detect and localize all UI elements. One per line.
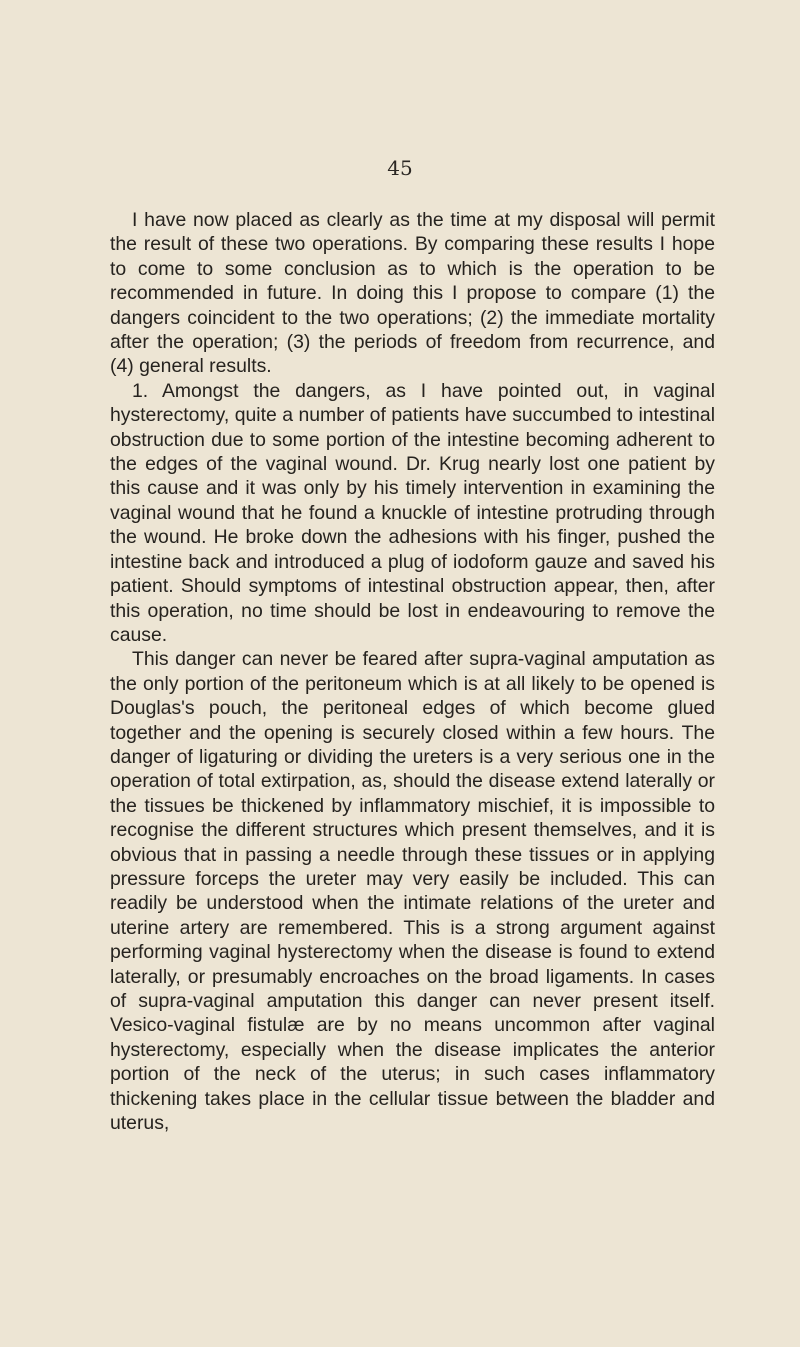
- paragraph-dangers: 1. Amongst the dangers, as I have pointed out, in vaginal hysterectomy, quite a number of patients have succumbed to intestinal obstruction due to some portion of the intestine becoming adherent to the edges of the vaginal wound. Dr. Krug nearly lost one patient by this cause and it was only by his timely intervention in examining the vaginal wound that he found a knuckle of intestine protruding through the wound. He broke down the adhesions with his finger, pushed the intestine back and introduced a plug of iodoform gauze and saved his patient. Should symptoms of intestinal obstruction appear, then, after this operation, no time should be lost in endeavouring to remove the cause.: [110, 379, 715, 646]
- paragraph-intro: I have now placed as clearly as the time at my disposal will permit the result of these two operations. By comparing these results I hope to come to some conclusion as to which is the operation to be recommended in future. In doing this I propose to compare (1) the dangers coincident to the two operations; (2) the immediate mortality after the operation; (3) the periods of freedom from recurrence, and (4) general results.: [110, 209, 715, 378]
- body-text: [110, 208, 715, 1135]
- paragraph-supra-vaginal: This danger can never be feared after supra-vaginal amputation as the only portion of the peritoneum which is at all likely to be opened is Douglas's pouch, the peritoneal edges of which become glued together and the opening is securely closed within a few hours. The danger of ligaturing or dividing the ureters is a very serious one in the operation of total extirpation, as, should the disease extend laterally or the tissues be thickened by inflammatory mischief, it is impossible to recognise the different structures which present themselves, and it is obvious that in passing a needle through these tissues or in applying pressure forceps the ureter may very easily be included. This can readily be understood when the intimate relations of the ureter and uterine artery are remembered. This is a strong argument against performing vaginal hysterectomy when the disease is found to extend laterally, or presumably encroaches on the broad ligaments. In cases of supra-vaginal amputation this danger can never present itself. Vesico-vaginal fistulæ are by no means uncommon after vaginal hysterectomy, especially when the disease implicates the anterior portion of the neck of the uterus; in such cases inflammatory thickening takes place in the cellular tissue between the bladder and uterus,: [110, 648, 715, 1135]
- page-number: 45: [387, 156, 413, 180]
